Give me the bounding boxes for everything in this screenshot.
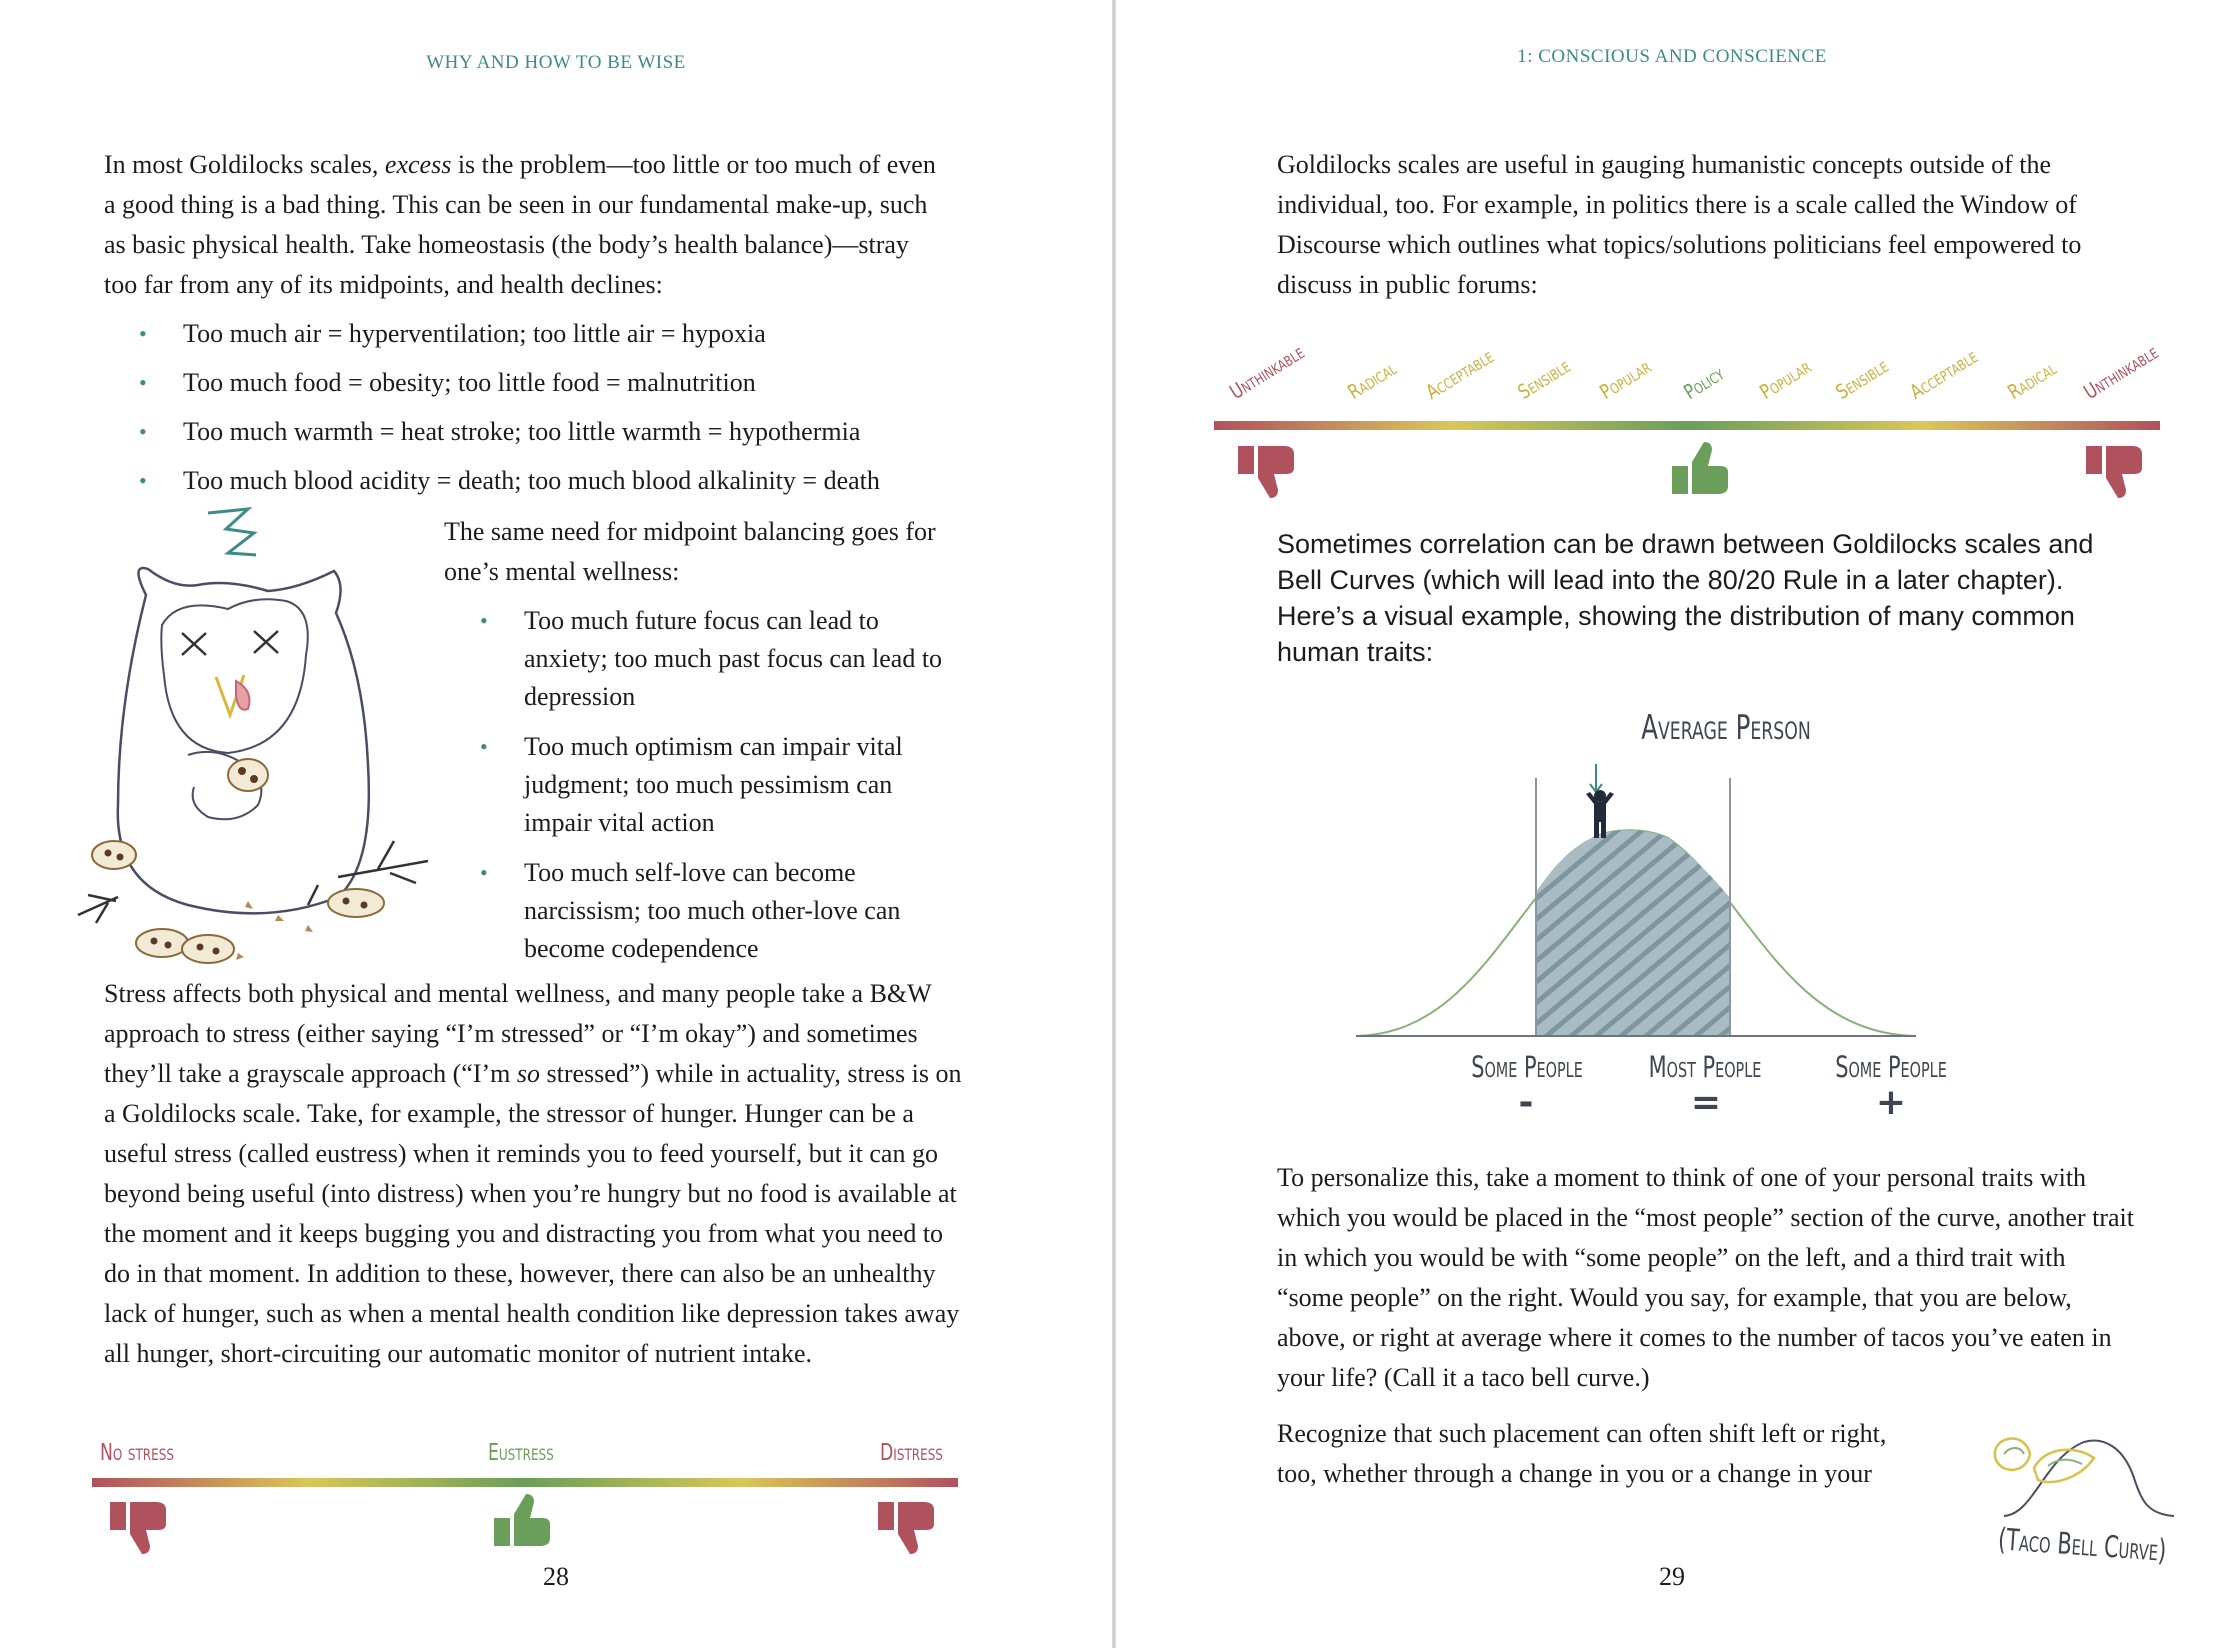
window-label: Radical	[1343, 355, 1401, 404]
running-head-right: 1: CONSCIOUS AND CONSCIENCE	[1517, 46, 1827, 67]
list-item: • Too much optimism can impair vital judgment; too much pessimism can impair vital action	[524, 728, 954, 842]
window-label: Acceptable	[1421, 343, 1498, 404]
recognize-paragraph: Recognize that such placement can often shift left or right, too, whether through a change in you or a change in your	[1277, 1419, 1887, 1488]
scale-label-distress: Distress	[880, 1440, 943, 1466]
sleepy-owl-illustration	[78, 505, 438, 965]
mental-wellness-list	[524, 602, 954, 976]
some-people-right-label: Some People	[1835, 1050, 1947, 1084]
stress-paragraph	[104, 974, 964, 1374]
window-label: Unthinkable	[2079, 339, 2163, 404]
average-person-label: Average Person	[1641, 708, 1811, 748]
page-number-left: 28	[543, 1562, 569, 1591]
stress-scale-bar	[92, 1478, 958, 1487]
stress-text-emphasis: so	[516, 1059, 541, 1088]
thumbs-down-icon	[2082, 442, 2148, 500]
window-label: Acceptable	[1905, 343, 1982, 404]
window-label: Unthinkable	[1225, 339, 1309, 404]
list-item: • Too much future focus can lead to anxiety; too much past focus can lead to depression	[524, 602, 954, 716]
plus-symbol: +	[1875, 1082, 1907, 1123]
thumbs-up-icon	[1668, 440, 1734, 498]
most-people-label: Most People	[1648, 1050, 1762, 1084]
window-scale-bar	[1214, 421, 2160, 430]
left-page	[0, 0, 1112, 1648]
right-page	[1116, 0, 2228, 1648]
list-item: • Too much air = hyperventilation; too little air = hypoxia	[183, 314, 983, 354]
page-number-right: 29	[1659, 1562, 1685, 1591]
intro-text-emphasis: excess	[384, 150, 452, 179]
mental-wellness-intro: The same need for midpoint balancing goes for one’s mental wellness:	[444, 517, 936, 586]
intro-paragraph	[104, 145, 944, 305]
thumbs-up-icon	[490, 1492, 556, 1550]
window-label: Radical	[2003, 355, 2061, 404]
minus-symbol: -	[1518, 1082, 1534, 1123]
window-label: Popular	[1755, 354, 1815, 404]
some-people-left-label: Some People	[1471, 1050, 1583, 1084]
list-item: • Too much blood acidity = death; too much blood alkalinity = death	[183, 461, 983, 501]
physical-health-list	[183, 314, 983, 509]
thumbs-down-icon	[874, 1498, 940, 1556]
window-label: Policy	[1679, 361, 1729, 404]
personalize-paragraph: To personalize this, take a moment to think of one of your personal traits with which you would be placed in the “most people” section of the curve, another trait in which you would be with “some people” on the left, and a third trait with “some people” on the right. Would you say, for example, that you are below, above, or right at average where it comes to the number of tacos you’ve eaten in your life? (Call it a taco bell curve.)	[1277, 1163, 2134, 1392]
intro-text-start: In most Goldilocks scales,	[104, 150, 385, 179]
scale-label-eustress: Eustress	[488, 1440, 554, 1466]
thumbs-down-icon	[1234, 442, 1300, 500]
running-head-left: WHY AND HOW TO BE WISE	[426, 52, 686, 73]
taco-bell-curve-caption: (Taco Bell Curve)	[1996, 1522, 2168, 1569]
list-item: • Too much warmth = heat stroke; too little warmth = hypothermia	[183, 412, 983, 452]
list-item: • Too much food = obesity; too little food = malnutrition	[183, 363, 983, 403]
window-label: Sensible	[1831, 353, 1893, 404]
stress-text-rest: stressed”) while in actuality, stress is on a Goldilocks scale. Take, for example, the stressor of hunger. Hunger can be a useful stress (called eustress) when it reminds you to feed yourself, but it can go beyond being useful (into distress) when you’re hungry but no food is available at the moment and it keeps bugging you and distracting you from what you need to do in that moment. In addition to these, however, there can also be an unhealthy lack of hunger, such as when a mental health condition like depression takes away all hunger, short-circuiting our automatic monitor of nutrient intake.	[104, 1059, 962, 1368]
taco-bell-illustration	[1974, 1418, 2174, 1528]
average-person-icon	[1586, 790, 1614, 838]
window-of-discourse-paragraph: Goldilocks scales are useful in gauging humanistic concepts outside of the individual, too. For example, in politics there is a scale called the Window of Discourse which outlines what topics/solutions politicians feel empowered to discuss in public forums:	[1277, 150, 2082, 299]
window-label: Sensible	[1513, 353, 1575, 404]
list-item: • Too much self-love can become narcissism; too much other-love can become codependence	[524, 854, 954, 968]
intro-text-rest: is the problem—too little or too much of even a good thing is a bad thing. This can be seen in our fundamental make-up, such as basic physical health. Take homeostasis (the body’s health balance)—stray too far from any of its midpoints, and health declines:	[104, 150, 936, 299]
thumbs-down-icon	[106, 1498, 172, 1556]
bell-curve-paragraph: Sometimes correlation can be drawn between Goldilocks scales and Bell Curves (which will lead into the 80/20 Rule in a later chapter). Here’s a visual example, showing the distribution of many common human traits:	[1277, 529, 2094, 667]
stress-text-start: Stress affects both physical and mental wellness, and many people take a B&W approach to stress (either saying “I’m stressed” or “I’m okay”) and sometimes they’ll take a grayscale approach (“I’m	[104, 979, 932, 1088]
bell-curve-diagram	[1356, 752, 2036, 1052]
window-label: Popular	[1595, 354, 1655, 404]
scale-label-no-stress: No stress	[100, 1440, 174, 1466]
equals-symbol: =	[1690, 1082, 1722, 1123]
